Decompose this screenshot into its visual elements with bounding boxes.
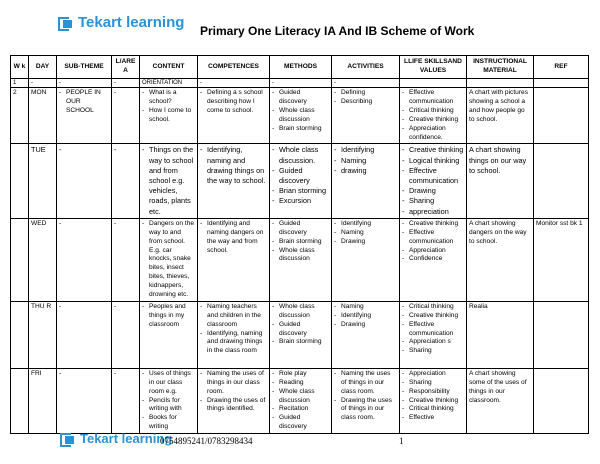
content-item: - Uses of things in our class room e.g.	[142, 370, 195, 397]
cell-material	[467, 144, 534, 218]
cell-area: -	[112, 218, 140, 301]
cell-ref	[534, 79, 589, 88]
cell-competences	[198, 144, 270, 218]
scheme-of-work-table	[10, 55, 589, 434]
subtheme-text: -	[59, 369, 62, 377]
life-item: - Sharing	[402, 379, 464, 388]
page-title: Primary One Literacy IA And IB Scheme of Work	[200, 24, 475, 38]
life-item: - Critical thinking	[402, 303, 464, 312]
life-item: - Appreciation	[402, 370, 464, 379]
cell-area: -	[112, 79, 140, 88]
cell-methods	[270, 301, 332, 368]
life-item: - Creative thinking	[402, 397, 464, 406]
subtheme-text: -	[59, 302, 62, 310]
cell-material	[467, 368, 534, 433]
content-item: - What is a school?	[142, 89, 195, 107]
cell-content	[140, 144, 198, 218]
activities-item: - Naming	[334, 229, 397, 238]
cell-activities	[332, 301, 400, 368]
life-item: - Appreciation	[402, 247, 464, 256]
activities-item: - drawing	[334, 166, 397, 176]
competences-item: - Drawing the uses of things identified.	[200, 397, 267, 415]
content-item: - Peoples and things in my classroom	[142, 303, 195, 330]
cell-methods	[270, 79, 332, 88]
cell-competences	[198, 301, 270, 368]
life-item: - Creative thinking	[402, 220, 464, 229]
cell-competences	[198, 79, 270, 88]
methods-item: - Whole class discussion	[272, 303, 329, 321]
cell-activities	[332, 79, 400, 88]
cell-activities	[332, 368, 400, 433]
life-item: - Effective communication	[402, 229, 464, 247]
competences-item: - Naming teachers and children in the classroom	[200, 303, 267, 330]
cell-methods	[270, 88, 332, 144]
cell-material	[467, 301, 534, 368]
cell-content	[140, 368, 198, 433]
cell-area: -	[112, 144, 140, 218]
life-item: - Drawing	[402, 186, 464, 196]
cell-day: MON	[29, 88, 57, 144]
cell-methods	[270, 368, 332, 433]
cell-subtheme	[57, 368, 112, 433]
methods-item: - Reading	[272, 379, 329, 388]
cell-material	[467, 218, 534, 301]
competences-item: - Naming the uses of things in our class room.	[200, 370, 267, 397]
cell-subtheme	[57, 301, 112, 368]
cell-day: FRI	[29, 368, 57, 433]
methods-item: - Guided discovery	[272, 321, 329, 339]
brand-name: Tekart learning	[78, 14, 185, 31]
activities-item: - Drawing the uses of things in our class room.	[334, 397, 397, 424]
table-row	[11, 368, 589, 433]
activities-text: -	[334, 80, 336, 86]
footer-logo	[60, 431, 172, 446]
competences-text: -	[200, 80, 202, 86]
activities-item: - Identifying	[334, 145, 397, 155]
life-item: - Appreciation s	[402, 338, 464, 347]
column-header: SUB-THEME	[57, 56, 112, 79]
content-item: - Things on the way to school and from school e.g. vehicles, roads, plants etc.	[142, 145, 195, 216]
activities-item: - Identifying	[334, 312, 397, 321]
content-item: - Dangers on the way to and from school. E.g. car knocks, snake bites, insect bites, thieves, kidnappers, drowning etc.	[142, 220, 195, 300]
brand-logo	[58, 14, 184, 31]
logo-icon	[60, 432, 76, 446]
methods-item: - Whole class discussion.	[272, 145, 329, 165]
column-header: METHODS	[270, 56, 332, 79]
methods-item: - Whole class discussion	[272, 388, 329, 406]
life-item: - appreciation	[402, 207, 464, 217]
cell-competences	[198, 218, 270, 301]
cell-ref	[534, 88, 589, 144]
cell-ref	[534, 144, 589, 218]
table-row	[11, 218, 589, 301]
material-text: A chart showing some of the uses of things in our classroom.	[469, 369, 527, 404]
life-item: - Critical thinking	[402, 405, 464, 414]
cell-wk	[11, 301, 29, 368]
methods-item: - Guided discovery	[272, 166, 329, 186]
cell-area: -	[112, 88, 140, 144]
cell-life	[400, 301, 467, 368]
cell-ref: Monitor sst bk 1	[534, 218, 589, 301]
activities-item: - Naming	[334, 303, 397, 312]
column-header: LLIFE SKILLSAND VALUES	[400, 56, 467, 79]
column-header: REF	[534, 56, 589, 79]
activities-item: - Drawing	[334, 321, 397, 330]
competences-item: - Defining a s school describing how I come to school.	[200, 89, 267, 116]
competences-item: - Identifying, naming and drawing things in the class room	[200, 330, 267, 357]
table-header-row	[11, 56, 589, 79]
column-header: COMPETENCES	[198, 56, 270, 79]
cell-content	[140, 301, 198, 368]
life-item: - Confidence	[402, 255, 464, 264]
activities-item: - Naming the uses of things in our class room.	[334, 370, 397, 397]
life-item: - Responsibility	[402, 388, 464, 397]
cell-competences	[198, 368, 270, 433]
cell-methods	[270, 218, 332, 301]
methods-item: - Brain storming	[272, 338, 329, 347]
cell-day: WED	[29, 218, 57, 301]
content-item: - Pencils for writing with	[142, 397, 195, 415]
column-header: INSTRUCTIONAL MATERIAL	[467, 56, 534, 79]
cell-content	[140, 218, 198, 301]
cell-subtheme	[57, 79, 112, 88]
cell-subtheme	[57, 144, 112, 218]
methods-item: - Brian storming	[272, 186, 329, 196]
activities-item: - Drawing	[334, 238, 397, 247]
cell-day: THU R	[29, 301, 57, 368]
cell-wk	[11, 368, 29, 433]
life-item: - Effective communication	[402, 166, 464, 186]
methods-text: -	[272, 80, 274, 86]
life-item: - Creative thinking	[402, 116, 464, 125]
cell-life	[400, 144, 467, 218]
cell-life	[400, 368, 467, 433]
methods-item: - Role play	[272, 370, 329, 379]
table-row	[11, 88, 589, 144]
life-item: - Sharing	[402, 347, 464, 356]
footer-phone: 0754895241/0783298434	[160, 436, 253, 446]
methods-item: - Guided discovery	[272, 414, 329, 432]
life-item: - Creative thinking	[402, 145, 464, 155]
cell-competences	[198, 88, 270, 144]
activities-item: - Describing	[334, 98, 397, 107]
column-header: CONTENT	[140, 56, 198, 79]
cell-life	[400, 79, 467, 88]
cell-area: -	[112, 301, 140, 368]
subtheme-text: -	[59, 145, 62, 155]
subtheme-text: -	[59, 80, 61, 86]
table-row	[11, 301, 589, 368]
cell-day: -	[29, 79, 57, 88]
methods-item: - Whole class discussion	[272, 247, 329, 265]
cell-subtheme	[57, 88, 112, 144]
cell-activities	[332, 144, 400, 218]
material-text: A chart showing things on our way to school.	[469, 145, 527, 175]
footer-brand-name: Tekart learning	[80, 431, 173, 446]
table-row	[11, 79, 589, 88]
cell-material	[467, 88, 534, 144]
material-text: Realia	[469, 302, 488, 310]
column-header: L/ARE A	[112, 56, 140, 79]
methods-item: - Whole class discussion	[272, 107, 329, 125]
column-header: W k	[11, 56, 29, 79]
cell-content	[140, 79, 198, 88]
cell-activities	[332, 88, 400, 144]
competences-item: - Identifying and naming dangers on the way and from school.	[200, 220, 267, 256]
logo-icon	[58, 16, 74, 30]
material-text: A chart showing dangers on the way to school.	[469, 219, 527, 245]
life-item: - Logical thinking	[402, 156, 464, 166]
activities-item: - Naming	[334, 156, 397, 166]
content-text: ORIENTATION	[142, 80, 183, 86]
activities-item: - Identifying	[334, 220, 397, 229]
cell-methods	[270, 144, 332, 218]
content-item: - Books for writing	[142, 414, 195, 432]
methods-item: - Guided discovery	[272, 89, 329, 107]
methods-item: - Recitation	[272, 405, 329, 414]
cell-life	[400, 88, 467, 144]
cell-wk	[11, 144, 29, 218]
methods-item: - Brain storming	[272, 238, 329, 247]
life-item: - Appreciation confidence.	[402, 125, 464, 143]
cell-wk	[11, 218, 29, 301]
competences-item: - Identifying, naming and drawing things on the way to school.	[200, 145, 267, 186]
cell-material	[467, 79, 534, 88]
activities-item: - Defining	[334, 89, 397, 98]
cell-ref	[534, 301, 589, 368]
life-item: - Creative thinking	[402, 312, 464, 321]
table-row	[11, 144, 589, 218]
cell-content	[140, 88, 198, 144]
subtheme-text: -	[59, 219, 62, 227]
life-item: - Effective communication	[402, 321, 464, 339]
methods-item: - Brain storming	[272, 125, 329, 134]
column-header: DAY	[29, 56, 57, 79]
cell-ref	[534, 368, 589, 433]
cell-activities	[332, 218, 400, 301]
material-text: A chart with pictures showing a school a and how people go to school.	[469, 89, 529, 123]
page-number: 1	[399, 436, 404, 446]
life-item: - Effective	[402, 414, 464, 423]
life-item: - Critical thinking	[402, 107, 464, 116]
methods-item: - Excursion	[272, 196, 329, 206]
cell-wk: 2	[11, 88, 29, 144]
methods-item: - Guided discovery	[272, 220, 329, 238]
cell-area: -	[112, 368, 140, 433]
life-item: - Effective communication	[402, 89, 464, 107]
cell-wk: 1	[11, 79, 29, 88]
content-item: - How I come to school.	[142, 107, 195, 125]
cell-subtheme	[57, 218, 112, 301]
life-item: - Sharing	[402, 196, 464, 206]
cell-day: TUE	[29, 144, 57, 218]
column-header: ACTIVITIES	[332, 56, 400, 79]
cell-life	[400, 218, 467, 301]
subtheme-item: - PEOPLE IN OUR SCHOOL	[59, 89, 109, 116]
